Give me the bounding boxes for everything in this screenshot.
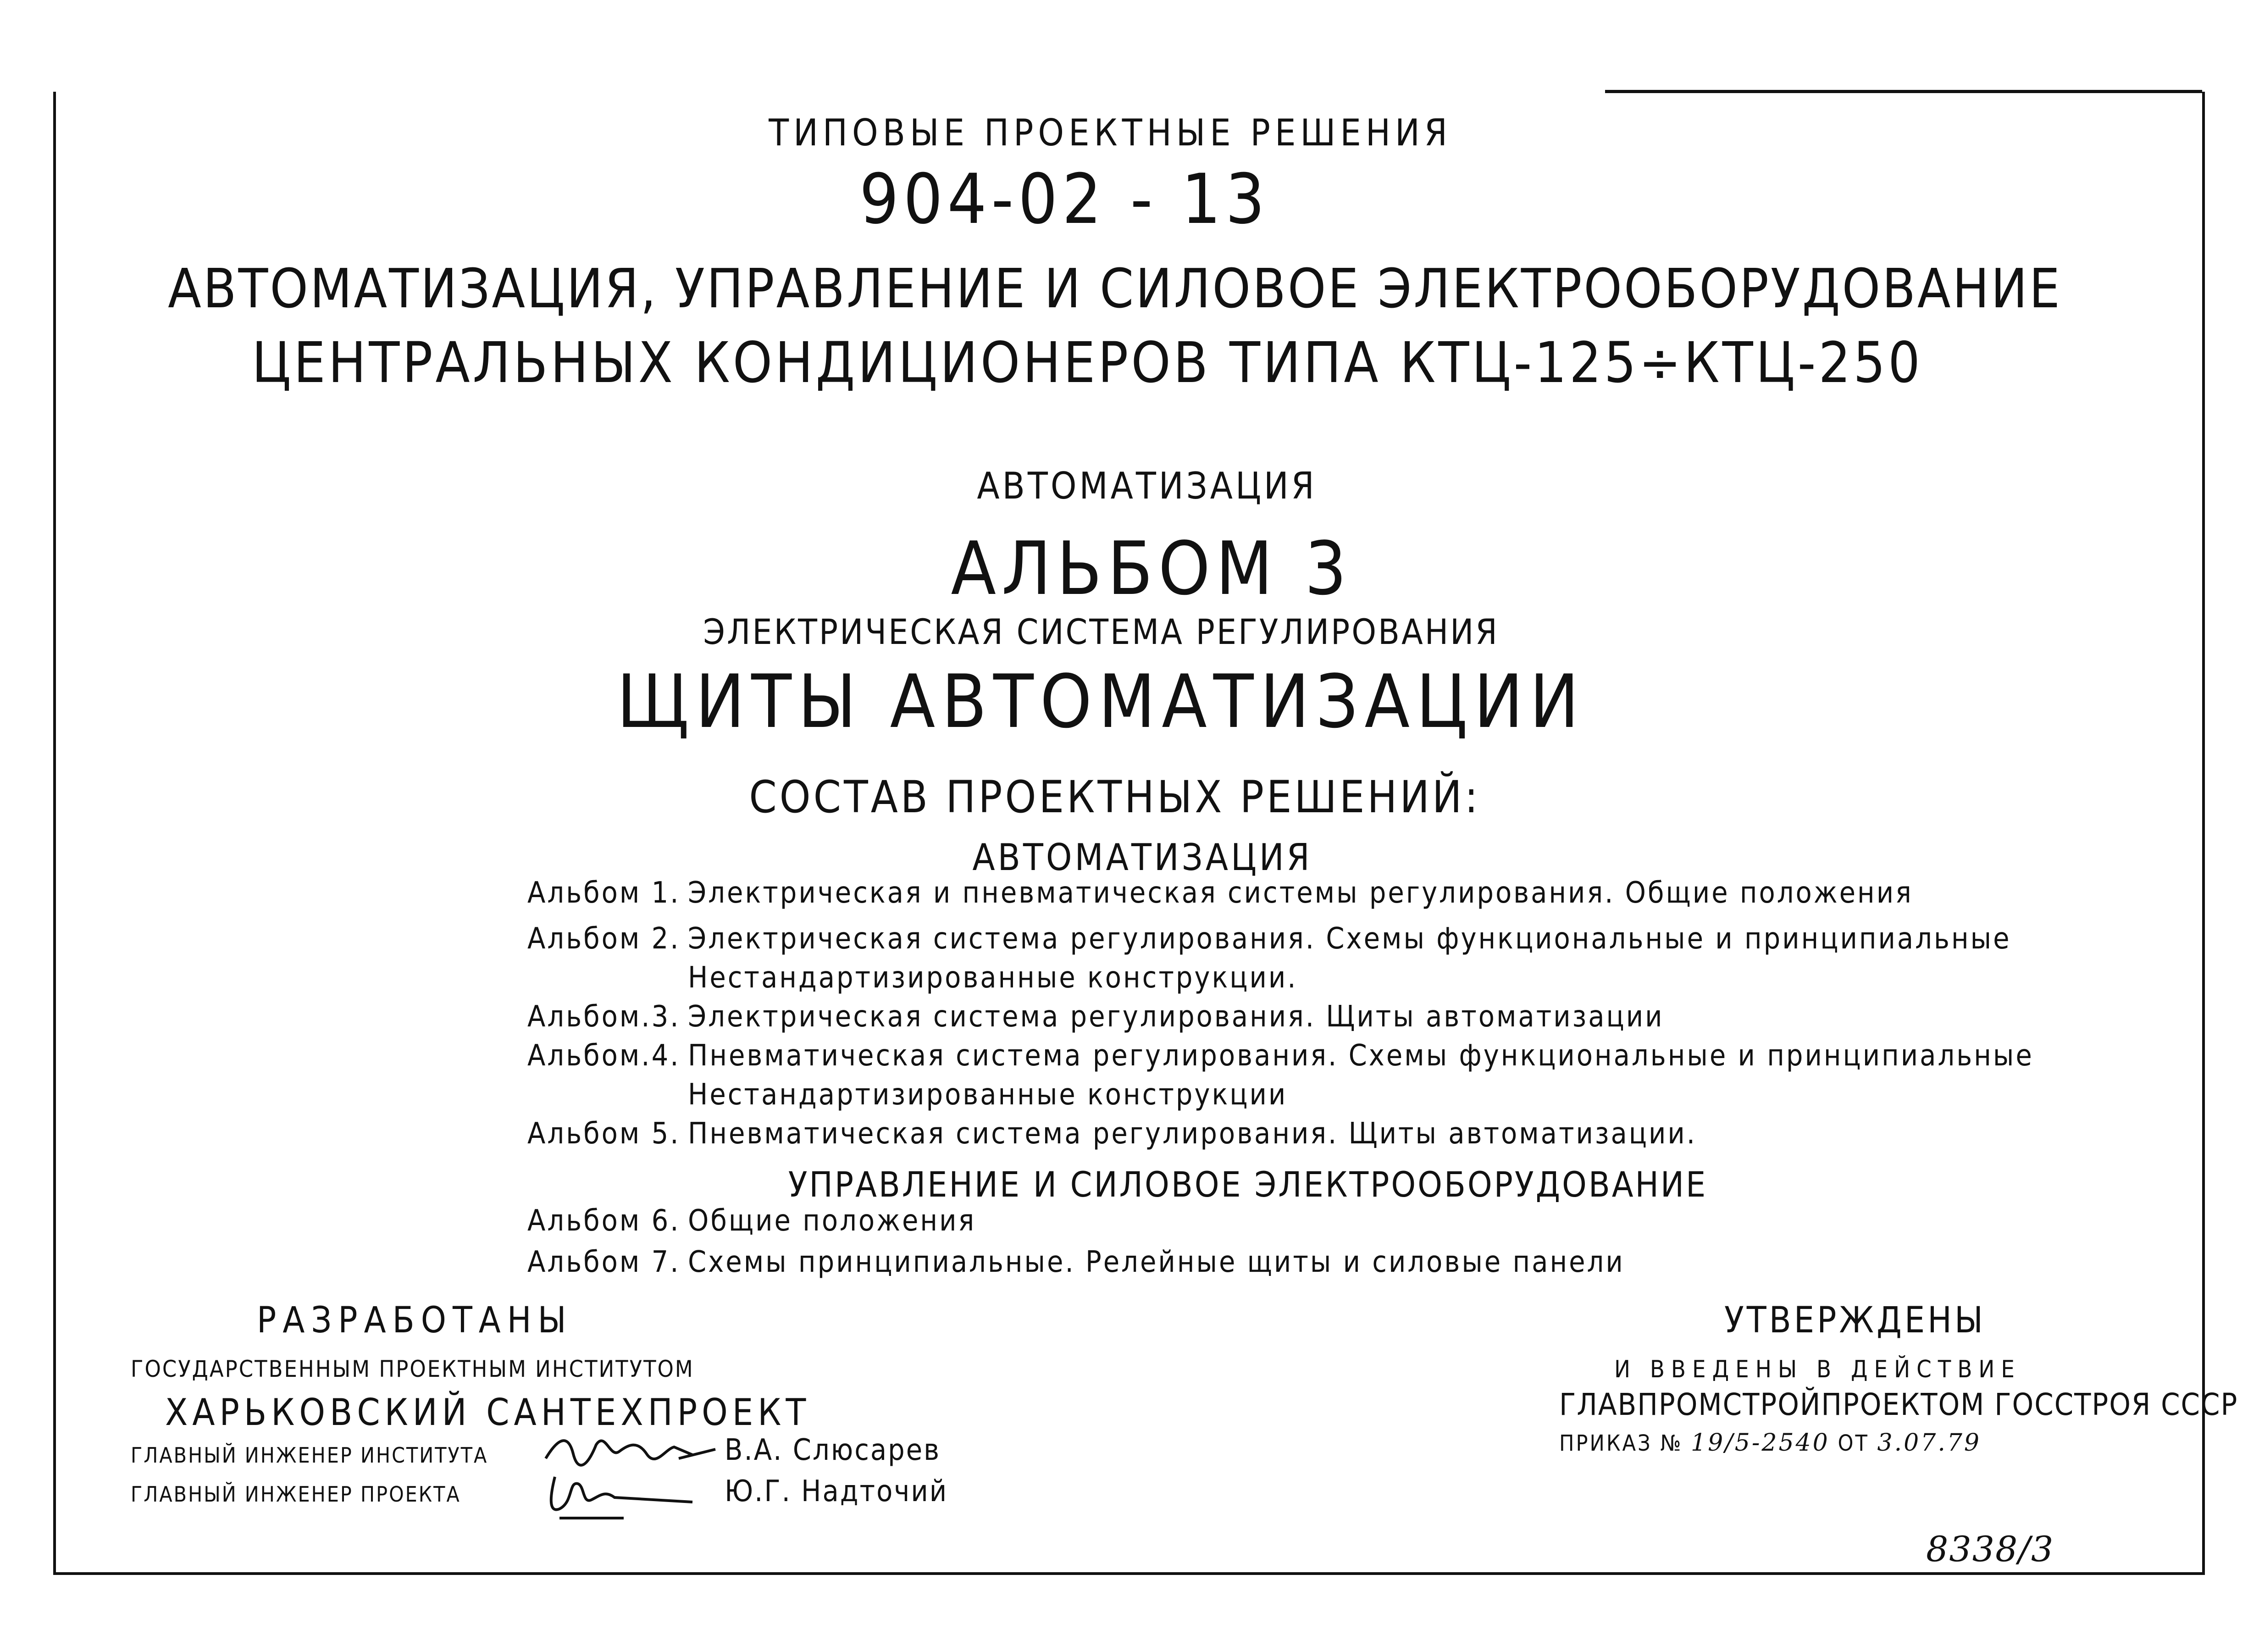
approved-order (1559, 1431, 1981, 1455)
list-item: Альбом 6. Общие положения (527, 1204, 976, 1238)
composition-heading: СОСТАВ ПРОЕКТНЫХ РЕШЕНИЙ: (749, 771, 1481, 823)
list-item: Альбом 1. Электрическая и пневматическая системы регулирования. Общие положения (527, 876, 1913, 910)
album-label: АЛЬБОМ 3 (951, 526, 1352, 611)
frame-top-line (1605, 90, 2202, 93)
series-number: 904-02 - 13 (859, 160, 1269, 239)
order-number: 19/5-2540 (1691, 1429, 1830, 1457)
approved-heading: УТВЕРЖДЕНЫ (1724, 1300, 1986, 1341)
approved-line-1: И ВВЕДЕНЫ В ДЕЙСТВИЕ (1614, 1356, 2021, 1383)
developed-org-name: ХАРЬКОВСКИЙ САНТЕХПРОЕКТ (165, 1391, 811, 1434)
title-line-2: ЦЕНТРАЛЬНЫХ КОНДИЦИОНЕРОВ ТИПА КТЦ-125÷КТЦ-250 (252, 330, 1923, 395)
signatory-role-2: ГЛАВНЫЙ ИНЖЕНЕР ПРОЕКТА (131, 1482, 461, 1507)
order-prefix: ПРИКАЗ № (1559, 1430, 1683, 1456)
order-date: 3.07.79 (1877, 1429, 1982, 1457)
album-name: ЩИТЫ АВТОМАТИЗАЦИИ (616, 659, 1586, 744)
signature-2 (541, 1458, 697, 1527)
signatory-role-1: ГЛАВНЫЙ ИНЖЕНЕР ИНСТИТУТА (131, 1443, 488, 1468)
developed-heading: РАЗРАБОТАНЫ (257, 1300, 573, 1341)
list-item: Альбом 7. Схемы принципиальные. Релейные щиты и силовые панели (527, 1245, 1625, 1279)
album-section: АВТОМАТИЗАЦИЯ (977, 465, 1317, 507)
list-item: Нестандартизированные конструкции (688, 1078, 1288, 1112)
group1-heading: АВТОМАТИЗАЦИЯ (972, 836, 1312, 879)
list-item: Альбом.3. Электрическая система регулирования. Щиты автоматизации (527, 1000, 1664, 1034)
list-item: Альбом 5. Пневматическая система регулирования. Щиты автоматизации. (527, 1117, 1697, 1151)
series-label: ТИПОВЫЕ ПРОЕКТНЫЕ РЕШЕНИЯ (769, 111, 1452, 154)
developed-org-line: ГОСУДАРСТВЕННЫМ ПРОЕКТНЫМ ИНСТИТУТОМ (131, 1356, 694, 1382)
title-line-1: АВТОМАТИЗАЦИЯ, УПРАВЛЕНИЕ И СИЛОВОЕ ЭЛЕКТРООБОРУДОВАНИЕ (168, 257, 2062, 320)
signatory-name-2: Ю.Г. Надточий (725, 1475, 948, 1508)
list-item: Нестандартизированные конструкции. (688, 961, 1298, 995)
archive-number: 8338/3 (1926, 1529, 2054, 1569)
group2-heading: УПРАВЛЕНИЕ И СИЛОВОЕ ЭЛЕКТРООБОРУДОВАНИЕ (788, 1164, 1708, 1205)
approved-line-2: ГЛАВПРОМСТРОЙПРОЕКТОМ ГОССТРОЯ СССР (1559, 1387, 2238, 1422)
order-date-prefix: ОТ (1838, 1430, 1869, 1456)
album-subtitle: ЭЛЕКТРИЧЕСКАЯ СИСТЕМА РЕГУЛИРОВАНИЯ (703, 611, 1499, 652)
list-item: Альбом.4. Пневматическая система регулирования. Схемы функциональные и принципиальные (527, 1039, 2034, 1073)
list-item: Альбом 2. Электрическая система регулирования. Схемы функциональные и принципиальные (527, 922, 2011, 956)
signatory-name-1: В.А. Слюсарев (725, 1433, 941, 1467)
